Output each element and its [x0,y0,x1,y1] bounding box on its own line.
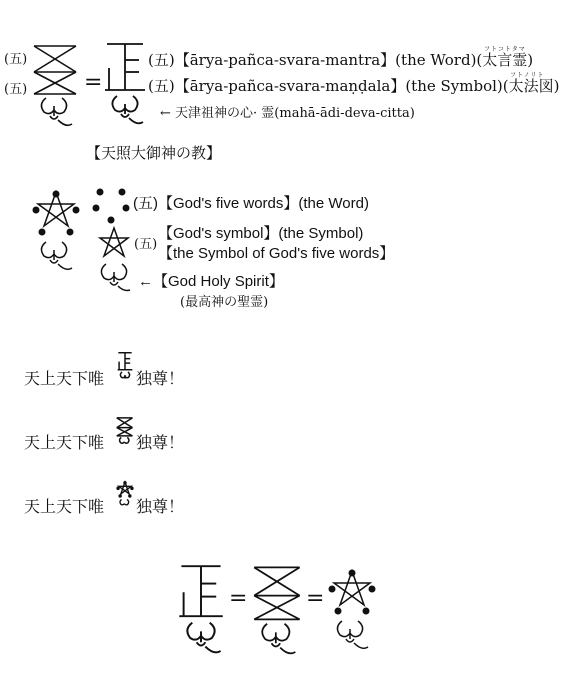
hourglass-five-symbol-small-icon [116,417,134,451]
saying-prefix: 天上天下唯 [24,433,105,452]
symbol-of-five-words-line: 【the Symbol of God's five words】 [158,245,395,262]
saying-prefix: 天上天下唯 [24,369,105,388]
saying-suffix: 独尊！ [136,433,185,452]
five-label-lower: (五) [4,82,28,97]
stacked-five-symbol-small-icon [116,352,134,386]
five-label-upper: (五) [4,52,28,67]
five-label-middle: (五) [134,237,158,252]
equals-sign-top: = [84,70,103,95]
stacked-five-symbol-large-icon [176,564,226,664]
god-holy-spirit-line: ←【God Holy Spirit】 [138,273,284,290]
pentagram-dots-symbol-small-icon [116,480,134,514]
star-symbol-icon [94,226,134,298]
supreme-god-spirit-line: (最高神の聖霊) [180,295,269,310]
pentagram-dots-symbol-icon [30,190,82,280]
hourglass-five-symbol-icon [32,44,80,134]
stacked-five-symbol-icon [103,42,147,134]
ruby-futonorito: フトノリト [510,72,545,79]
ruby-futokotodama: フトコトタマ [484,46,526,53]
gods-symbol-line: 【God's symbol】(the Symbol) [158,225,364,242]
teaching-title: 【天照大御神の教】 [86,144,222,162]
saying-prefix: 天上天下唯 [24,497,105,516]
deva-citta-line: ← 天津祖神の心· 霊(mahā-ādi-deva-citta) [160,106,415,121]
equals-sign-bottom-1: = [229,586,248,611]
mandala-line: (五)【ārya-pañca-svara-maṇḍala】(the Symbol)(太法図) [148,77,560,95]
pentagram-dots-symbol-large-icon [326,564,378,664]
saying-suffix: 独尊！ [136,497,185,516]
saying-suffix: 独尊！ [136,369,185,388]
five-dots-symbol-icon [92,186,132,226]
gods-five-words-line: (五)【God's five words】(the Word) [133,195,369,212]
mantra-line: (五)【ārya-pañca-svara-mantra】(the Word)(太言霊) [148,51,534,69]
hourglass-five-symbol-large-icon [252,564,304,664]
equals-sign-bottom-2: = [306,586,325,611]
